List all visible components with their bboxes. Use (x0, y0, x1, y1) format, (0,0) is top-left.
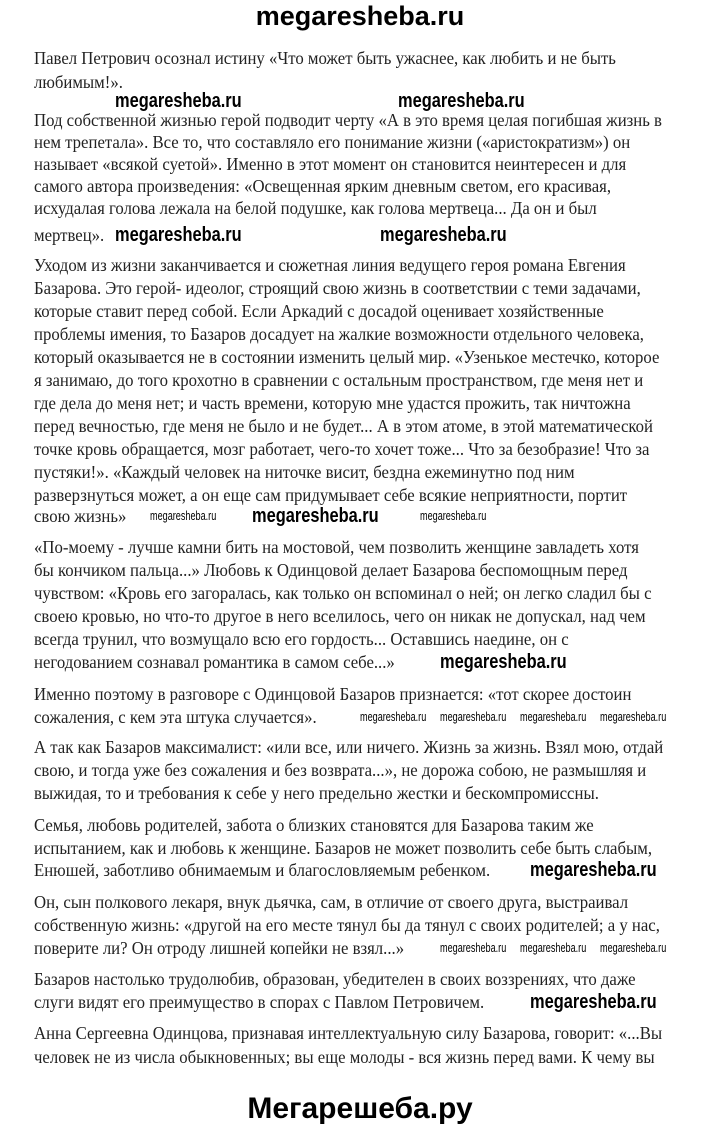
watermark: megaresheba.ru (440, 651, 567, 673)
text-line: Семья, любовь родителей, забота о близких становятся для Базарова таким же (34, 815, 594, 835)
text-line: самого автора произведения: «Освещенная ярким дневным светом, его красивая, (34, 176, 612, 196)
text-line: человек не из числа обыкновенных; вы еще молоды - вся жизнь перед вами. К чему вы (34, 1047, 655, 1067)
text-line: Анна Сергеевна Одинцова, признавая интеллектуальную силу Базарова, говорит: «...Вы (34, 1023, 663, 1043)
watermark-small: megaresheba.ru (520, 940, 587, 955)
watermark-small: megaresheba.ru (360, 709, 427, 724)
text-line: пустяки!». «Каждый человек на ниточке висит, бездна ежеминутно под ним (34, 462, 575, 482)
text-line: перед вечностью, где меня не было и не будет... А в этом атоме, в этой математической (34, 416, 654, 436)
footer-brand: Мегарешеба.ру (247, 1092, 473, 1125)
text-line: называет «всякой суетой». Именно в этот момент он становится неинтересен и для (34, 154, 627, 174)
text-line: проблемы имения, то Базаров досадует на жалкие возможности отдельного человека, (34, 324, 644, 344)
text-line: свою, и тогда уже без сожаления и без возврата...», не дорожа собою, не размышляя и (34, 760, 647, 780)
text-line: нем трепетала». Все то, что составляло его понимание жизни («аристократизм») он (34, 132, 631, 152)
text-line: Под собственной жизнью герой подводит черту «А в это время целая погибшая жизнь в (34, 110, 662, 130)
text-line: где дела до меня нет; и часть времени, которую мне удастся прожить, так ничтожна (34, 393, 631, 413)
text-line: чувством: «Кровь его загоралась, как только он вспоминал о ней; он легко сладил бы с (34, 583, 652, 603)
watermark: megaresheba.ru (115, 224, 242, 246)
text-line: выжидая, то и требования к себе у него предельно жестки и бескомпромиссны. (34, 783, 599, 803)
text-line: собственную жизнь: «другой на его месте тянул бы да тянул с своих родителей; а у нас, (34, 915, 660, 935)
text-line: точке кровь обращается, мозг работает, чего-то хочет тоже... Что за безобразие! Что за (34, 439, 650, 459)
text-line: Базаров настолько трудолюбив, образован, убедителен в своих воззрениях, что даже (34, 969, 636, 989)
watermark: megaresheba.ru (398, 90, 525, 112)
watermark-small: megaresheba.ru (600, 709, 667, 724)
text-line: Енюшей, заботливо обнимаемым и благословляемым ребенком. (34, 860, 491, 880)
text-line: Уходом из жизни заканчивается и сюжетная линия ведущего героя романа Евгения (34, 255, 626, 275)
text-line: А так как Базаров максималист: «или все, или ничего. Жизнь за жизнь. Взял мою, отдай (34, 737, 664, 757)
text-line: «По-моему - лучше камни бить на мостовой, чем позволить женщине завладеть хотя (34, 537, 639, 557)
text-line: Павел Петрович осознал истину «Что может быть ужаснее, как любить и не быть (34, 48, 616, 68)
watermark: megaresheba.ru (530, 859, 657, 881)
watermark-small: megaresheba.ru (420, 508, 487, 523)
text-line: разверзнуться может, а он еще сам придумывает себе всякие неприятности, портит (34, 485, 628, 505)
text-line: свою жизнь» (34, 506, 127, 526)
watermark-small: megaresheba.ru (440, 940, 507, 955)
watermark: megaresheba.ru (380, 224, 507, 246)
watermark-small: megaresheba.ru (520, 709, 587, 724)
text-line: который оказывается не в состоянии изменить целый мир. «Узенькое местечко, которое (34, 347, 660, 367)
watermark-small: megaresheba.ru (440, 709, 507, 724)
text-line: я занимаю, до того крохотно в сравнении с остальным пространством, где меня нет и (34, 370, 644, 390)
text-line: исхудалая голова лежала на белой подушке, как голова мертвеца... Да он и был (34, 198, 597, 218)
text-line: Базарова. Это герой- идеолог, строящий свою жизнь в соответствии с теми задачами, (34, 278, 641, 298)
site-title: megaresheba.ru (255, 1, 465, 31)
watermark: megaresheba.ru (530, 991, 657, 1013)
watermark: megaresheba.ru (252, 505, 379, 527)
text-line: поверите ли? Он отроду лишней копейки не взял...» (34, 938, 405, 958)
text-line: Именно поэтому в разговоре с Одинцовой Базаров признается: «тот скорее достоин (34, 684, 632, 704)
watermark-small: megaresheba.ru (600, 940, 667, 955)
text-line: слуги видят его преимущество в спорах с Павлом Петровичем. (34, 992, 485, 1012)
text-line: бы кончиком пальца...» Любовь к Одинцовой делает Базарова беспомощным перед (34, 560, 628, 580)
text-line: своею кровью, но что-то другое в него вселилось, чего он никак не допускал, над чем (34, 606, 646, 626)
watermark-small: megaresheba.ru (150, 508, 217, 523)
text-line: испытанием, как и любовь к женщине. Базаров не может позволить себе быть слабым, (34, 838, 653, 858)
watermark: megaresheba.ru (115, 90, 242, 112)
text-line: негодованием сознавал романтика в самом себе...» (34, 652, 395, 672)
text-line: любимым!». (34, 72, 123, 92)
text-line: Он, сын полкового лекаря, внук дьячка, сам, в отличие от своего друга, выстраивал (34, 892, 629, 912)
text-line: мертвец». (34, 225, 105, 245)
text-line: всегда трунил, что возмущало всю его гордость... Оставшись наедине, он с (34, 629, 569, 649)
text-line: которые ставит перед собой. Если Аркадий с досадой оценивает хозяйственные (34, 301, 604, 321)
text-line: сожаления, с кем эта штука случается». (34, 707, 317, 727)
